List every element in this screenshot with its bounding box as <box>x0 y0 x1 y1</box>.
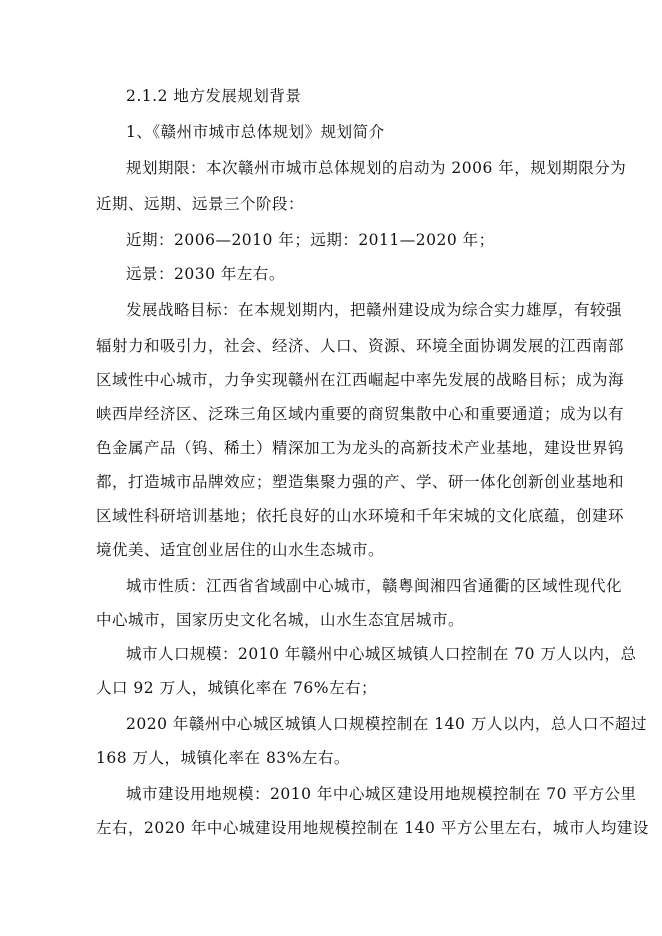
paragraph-line: 近期、远期、远景三个阶段： <box>96 195 305 213</box>
paragraph-line: 区域性中心城市，力争实现赣州在江西崛起中率先发展的战略目标；成为海 <box>96 371 625 389</box>
section-heading: 2.1.2 地方发展规划背景 <box>126 87 302 105</box>
section-subheading: 1、《赣州市城市总体规划》规划简介 <box>126 123 385 141</box>
paragraph-line: 都，打造城市品牌效应；塑造集聚力强的产、学、研一体化创新创业基地和 <box>96 473 625 491</box>
paragraph-line: 城市人口规模：2010 年赣州中心城区城镇人口控制在 70 万人以内，总 <box>126 645 637 663</box>
paragraph-line: 色金属产品（钨、稀土）精深加工为龙头的高新技术产业基地，建设世界钨 <box>96 439 625 457</box>
paragraph-line: 规划期限：本次赣州市城市总体规划的启动为 2006 年，规划期限分为 <box>126 159 627 177</box>
paragraph-line: 168 万人，城镇化率在 83%左右。 <box>96 749 350 767</box>
paragraph-line: 辐射力和吸引力，社会、经济、人口、资源、环境全面协调发展的江西南部 <box>96 337 625 355</box>
paragraph-line: 发展战略目标：在本规划期内，把赣州建设成为综合实力雄厚，有较强 <box>126 301 623 319</box>
paragraph-line: 远景：2030 年左右。 <box>126 265 285 283</box>
paragraph-line: 中心城市，国家历史文化名城，山水生态宜居城市。 <box>96 611 465 629</box>
paragraph-line: 城市建设用地规模：2010 年中心城区建设用地规模控制在 70 平方公里 <box>126 785 637 803</box>
paragraph-line: 区域性科研培训基地；依托良好的山水环境和千年宋城的文化底蕴，创建环 <box>96 507 625 525</box>
paragraph-line: 峡西岸经济区、泛珠三角区域内重要的商贸集散中心和重要通道；成为以有 <box>96 405 625 423</box>
paragraph-line: 人口 92 万人，城镇化率在 76%左右； <box>96 679 377 697</box>
paragraph-line: 境优美、适宜创业居住的山水生态城市。 <box>96 541 385 559</box>
paragraph-line: 城市性质：江西省省域副中心城市，赣粤闽湘四省通衢的区域性现代化 <box>126 577 623 595</box>
paragraph-line: 近期：2006—2010 年；远期：2011—2020 年； <box>126 231 495 249</box>
paragraph-line: 2020 年赣州中心城区城镇人口规模控制在 140 万人以内，总人口不超过 <box>126 715 647 733</box>
paragraph-line: 左右，2020 年中心城建设用地规模控制在 140 平方公里左右，城市人均建设 <box>96 819 649 837</box>
